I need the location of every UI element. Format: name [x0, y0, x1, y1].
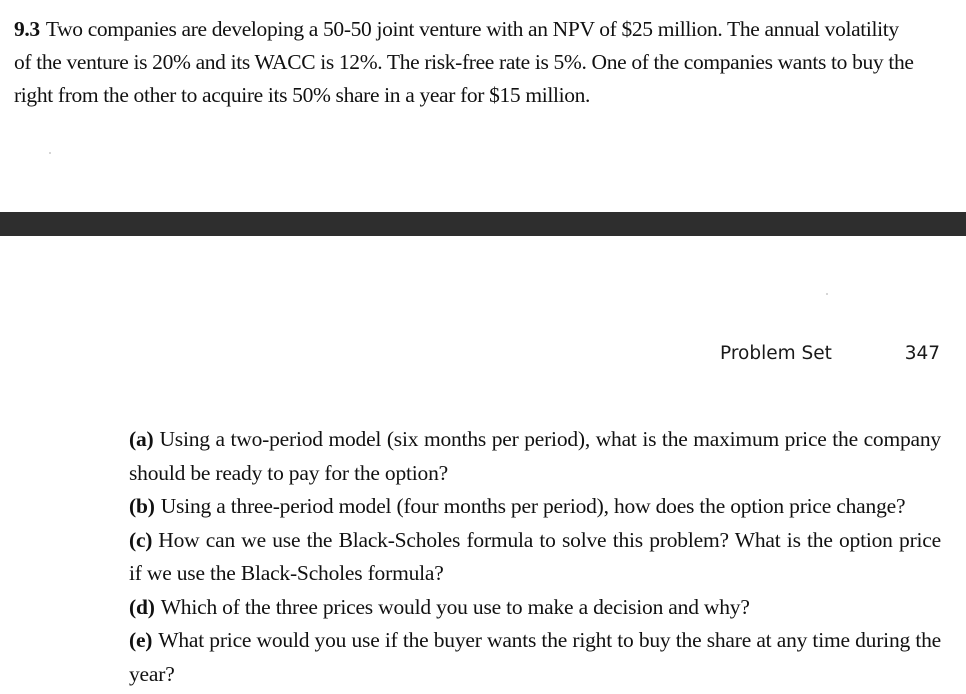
question-item [129, 624, 941, 691]
section-title: Problem Set [720, 343, 832, 364]
question-item [129, 524, 941, 591]
question-text: Which of the three prices would you use to make a decision and why? [160, 594, 750, 619]
question-text: How can we use the Black-Scholes formula to solve this problem? What is the option price if we use the Black-Scholes formula? [129, 527, 941, 585]
question-list [129, 423, 941, 691]
question-label: (b) [129, 494, 155, 518]
question-label: (c) [129, 527, 153, 552]
running-header [720, 343, 940, 364]
question-item [129, 423, 941, 490]
question-label: (a) [129, 427, 154, 451]
problem-statement [14, 13, 914, 112]
question-text: Using a two-period model (six months per period), what is the maximum price the company should be ready to pay for the option? [129, 427, 941, 485]
question-label: (e) [129, 628, 153, 652]
question-label: (d) [129, 594, 155, 619]
question-text: Using a three-period model (four months per period), how does the option price change? [160, 494, 906, 518]
scan-speck [49, 152, 51, 154]
page-divider-bar [0, 212, 966, 236]
page-number: 347 [904, 343, 940, 364]
question-item [129, 490, 941, 524]
scan-speck [826, 293, 828, 295]
question-text: What price would you use if the buyer wants the right to buy the share at any time during the year? [129, 628, 941, 686]
problem-text: Two companies are developing a 50-50 joint venture with an NPV of $25 million. The annual volatility of the venture is 20% and its WACC is 12%. The risk-free rate is 5%. One of the companies wants to buy the right from the other to acquire its 50% share in a year for $15 million. [14, 17, 914, 107]
problem-number: 9.3 [14, 17, 40, 41]
question-item [129, 591, 941, 625]
